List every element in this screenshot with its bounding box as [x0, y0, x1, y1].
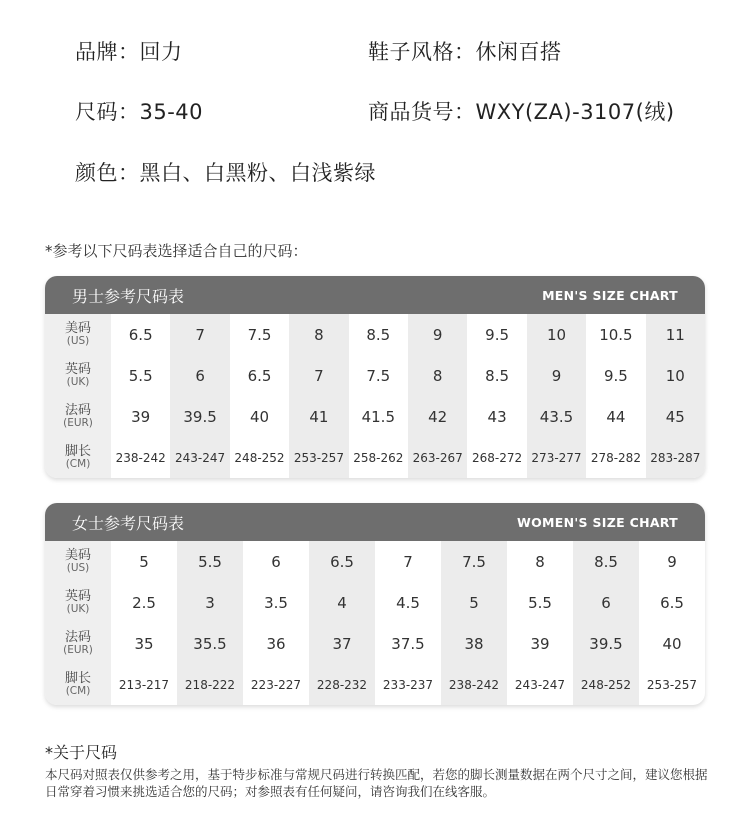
- size-cell: 37.5: [391, 634, 425, 653]
- size-cell: 5: [441, 582, 507, 623]
- size-cell: 10: [646, 355, 705, 396]
- size-cell: 238-242: [115, 450, 166, 465]
- row-label-text: 法码: [64, 630, 91, 646]
- size-cell: 213-217: [118, 677, 170, 692]
- size-cell: 8.5: [573, 541, 639, 582]
- row-label-unit: (UK): [66, 602, 90, 615]
- size-cell: 283-287: [646, 437, 705, 478]
- row-label: [45, 355, 111, 396]
- row-label-unit: (CM): [65, 457, 91, 470]
- row-label-unit: (US): [66, 334, 90, 347]
- mens-size-grid: [45, 314, 705, 478]
- size-cell: 11: [646, 314, 705, 355]
- row-label: [45, 437, 111, 478]
- womens-size-grid: [45, 541, 705, 705]
- size-cell: 258-262: [353, 450, 404, 465]
- size-cell: 43: [487, 407, 507, 426]
- size-cell: 39: [131, 407, 151, 426]
- size-notes-text: 本尺码对照表仅供参考之用，基于特步标准与常规尺码进行转换匹配，若您的脚长测量数据在两个尺寸之间，建议您根据日常穿着习惯来挑选适合您的尺码；对参照表有任何疑问，请咨询我们在线客服。: [45, 767, 708, 799]
- size-cell: 41: [289, 396, 348, 437]
- womens-size-chart: [45, 503, 705, 705]
- spec-brand: 品牌：回力: [75, 40, 183, 64]
- size-cell: 45: [646, 396, 705, 437]
- size-cell: 39.5: [170, 396, 229, 437]
- mens-size-chart: [45, 276, 705, 478]
- row-label-text: 美码: [64, 548, 91, 564]
- size-cell: 7.5: [441, 541, 507, 582]
- size-cell: 7: [170, 314, 229, 355]
- size-cell: 6.5: [309, 541, 375, 582]
- size-cell: 10.5: [599, 325, 633, 344]
- size-cell: 5.5: [177, 541, 243, 582]
- size-cell: 238-242: [441, 664, 507, 705]
- spec-style: 鞋子风格：休闲百搭: [368, 40, 562, 64]
- row-label-unit: (CM): [65, 684, 91, 697]
- womens-chart-header: [45, 503, 705, 541]
- row-label-text: 美码: [64, 321, 91, 337]
- size-cell: 40: [249, 407, 270, 426]
- size-cell: 9: [667, 552, 677, 571]
- size-cell: 228-232: [309, 664, 375, 705]
- size-cell: 253-257: [289, 437, 348, 478]
- size-cell: 38: [441, 623, 507, 664]
- mens-chart-subtitle: MEN'S SIZE CHART: [542, 287, 678, 303]
- size-cell: 39.5: [573, 623, 639, 664]
- size-cell: 6: [170, 355, 229, 396]
- size-cell: 43.5: [527, 396, 586, 437]
- size-cell: 35.5: [177, 623, 243, 664]
- row-label: [45, 582, 111, 623]
- size-cell: 8.5: [366, 325, 391, 344]
- spec-colors: 颜色：黑白、白黑粉、白浅紫绿: [75, 161, 376, 185]
- size-cell: 8: [535, 552, 545, 571]
- size-cell: 223-227: [250, 677, 302, 692]
- size-cell: 5: [139, 552, 149, 571]
- size-cell: 6: [573, 582, 639, 623]
- size-cell: 7.5: [247, 325, 272, 344]
- size-cell: 7: [403, 552, 413, 571]
- size-cell: 263-267: [408, 437, 467, 478]
- row-label-unit: (EUR): [63, 416, 93, 429]
- size-cell: 9.5: [603, 366, 628, 385]
- womens-chart-subtitle: WOMEN'S SIZE CHART: [517, 514, 678, 530]
- size-cell: 243-247: [170, 437, 229, 478]
- size-cell: 5.5: [528, 593, 552, 612]
- mens-chart-header: [45, 276, 705, 314]
- size-cell: 10: [527, 314, 586, 355]
- row-label-text: 法码: [64, 403, 91, 419]
- size-cell: 233-237: [382, 677, 434, 692]
- size-cell: 248-252: [573, 664, 639, 705]
- size-cell: 248-252: [234, 450, 285, 465]
- size-cell: 9: [527, 355, 586, 396]
- size-chart-note: *参考以下尺码表选择适合自己的尺码：: [45, 242, 308, 260]
- size-cell: 278-282: [590, 450, 641, 465]
- size-cell: 42: [408, 396, 467, 437]
- spec-size: 尺码：35-40: [75, 100, 204, 124]
- size-cell: 273-277: [527, 437, 586, 478]
- row-label: [45, 314, 111, 355]
- size-cell: 243-247: [514, 677, 566, 692]
- row-label-unit: (UK): [66, 375, 90, 388]
- size-cell: 7.5: [366, 366, 391, 385]
- row-label-text: 英码: [64, 589, 91, 605]
- row-label: [45, 541, 111, 582]
- size-cell: 8.5: [485, 366, 510, 385]
- size-cell: 7: [289, 355, 348, 396]
- size-cell: 4.5: [396, 593, 420, 612]
- row-label-text: 脚长: [64, 444, 91, 460]
- size-cell: 6.5: [128, 325, 153, 344]
- size-cell: 8: [408, 355, 467, 396]
- row-label-text: 脚长: [64, 671, 91, 687]
- size-cell: 41.5: [361, 407, 395, 426]
- size-cell: 253-257: [646, 677, 698, 692]
- row-label: [45, 396, 111, 437]
- size-cell: 39: [530, 634, 550, 653]
- size-cell: 268-272: [472, 450, 523, 465]
- size-cell: 4: [309, 582, 375, 623]
- size-cell: 44: [606, 407, 626, 426]
- size-cell: 3.5: [264, 593, 288, 612]
- size-cell: 9.5: [485, 325, 510, 344]
- size-cell: 40: [662, 634, 682, 653]
- size-cell: 6.5: [660, 593, 684, 612]
- size-notes-title: *关于尺码: [45, 743, 118, 762]
- row-label-unit: (EUR): [63, 643, 93, 656]
- size-cell: 36: [266, 634, 286, 653]
- size-cell: 37: [309, 623, 375, 664]
- size-cell: 35: [134, 634, 154, 653]
- size-cell: 3: [177, 582, 243, 623]
- row-label-unit: (US): [66, 561, 90, 574]
- womens-chart-title: 女士参考尺码表: [72, 513, 185, 533]
- mens-chart-title: 男士参考尺码表: [72, 286, 185, 306]
- size-cell: 5.5: [128, 366, 153, 385]
- spec-item-number: 商品货号：WXY(ZA)-3107(绒): [368, 100, 675, 124]
- size-cell: 6.5: [247, 366, 272, 385]
- size-cell: 6: [271, 552, 281, 571]
- size-cell: 9: [408, 314, 467, 355]
- row-label: [45, 623, 111, 664]
- row-label-text: 英码: [64, 362, 91, 378]
- size-cell: 218-222: [177, 664, 243, 705]
- row-label: [45, 664, 111, 705]
- size-cell: 2.5: [132, 593, 156, 612]
- size-cell: 8: [289, 314, 348, 355]
